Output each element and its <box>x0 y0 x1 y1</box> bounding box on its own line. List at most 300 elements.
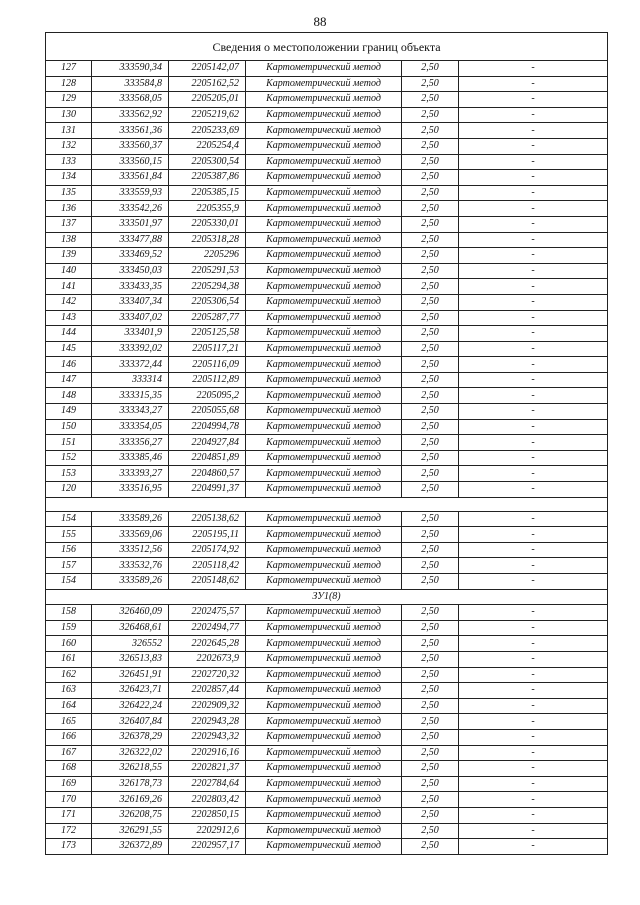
point-number-cell: 142 <box>46 294 92 310</box>
accuracy-cell: 2,50 <box>402 511 459 527</box>
point-number-cell: 144 <box>46 326 92 342</box>
table-row <box>46 636 608 652</box>
page-number: 88 <box>313 14 327 29</box>
y-coordinate-cell: 2202916,16 <box>169 745 246 761</box>
accuracy-cell: 2,50 <box>402 419 459 435</box>
table-row <box>46 761 608 777</box>
method-cell: Картометрический метод <box>246 620 402 636</box>
accuracy-cell: 2,50 <box>402 636 459 652</box>
description-cell: - <box>459 683 608 699</box>
description-cell: - <box>459 248 608 264</box>
table-row <box>46 61 608 77</box>
accuracy-cell: 2,50 <box>402 761 459 777</box>
description-cell: - <box>459 76 608 92</box>
x-coordinate-cell: 333561,84 <box>92 170 169 186</box>
x-coordinate-cell: 333532,76 <box>92 558 169 574</box>
table-row <box>46 388 608 404</box>
accuracy-cell: 2,50 <box>402 404 459 420</box>
accuracy-cell: 2,50 <box>402 435 459 451</box>
y-coordinate-cell: 2205055,68 <box>169 404 246 420</box>
point-number-cell: 173 <box>46 839 92 855</box>
accuracy-cell: 2,50 <box>402 76 459 92</box>
x-coordinate-cell: 333315,35 <box>92 388 169 404</box>
table-row <box>46 279 608 295</box>
y-coordinate-cell: 2202673,9 <box>169 651 246 667</box>
description-cell: - <box>459 636 608 652</box>
table-row <box>46 807 608 823</box>
y-coordinate-cell: 2205300,54 <box>169 154 246 170</box>
method-cell: Картометрический метод <box>246 482 402 498</box>
method-cell: Картометрический метод <box>246 450 402 466</box>
accuracy-cell: 2,50 <box>402 294 459 310</box>
x-coordinate-cell: 333542,26 <box>92 201 169 217</box>
point-number-cell: 129 <box>46 92 92 108</box>
point-number-cell: 151 <box>46 435 92 451</box>
method-cell: Картометрический метод <box>246 92 402 108</box>
accuracy-cell: 2,50 <box>402 92 459 108</box>
point-number-cell: 150 <box>46 419 92 435</box>
description-cell: - <box>459 776 608 792</box>
table-row <box>46 839 608 855</box>
description-cell: - <box>459 558 608 574</box>
point-number-cell: 148 <box>46 388 92 404</box>
x-coordinate-cell: 333569,06 <box>92 527 169 543</box>
point-number-cell: 168 <box>46 761 92 777</box>
method-cell: Картометрический метод <box>246 201 402 217</box>
description-cell: - <box>459 341 608 357</box>
point-number-cell: 167 <box>46 745 92 761</box>
point-number-cell: 152 <box>46 450 92 466</box>
accuracy-cell: 2,50 <box>402 542 459 558</box>
table-row <box>46 729 608 745</box>
table-row <box>46 698 608 714</box>
method-cell: Картометрический метод <box>246 154 402 170</box>
description-cell: - <box>459 651 608 667</box>
table-row <box>46 294 608 310</box>
point-number-cell: 149 <box>46 404 92 420</box>
x-coordinate-cell: 333561,36 <box>92 123 169 139</box>
x-coordinate-cell: 326460,09 <box>92 605 169 621</box>
method-cell: Картометрический метод <box>246 823 402 839</box>
x-coordinate-cell: 326552 <box>92 636 169 652</box>
method-cell: Картометрический метод <box>246 807 402 823</box>
table-row <box>46 357 608 373</box>
method-cell: Картометрический метод <box>246 138 402 154</box>
table-row <box>46 482 608 498</box>
y-coordinate-cell: 2202857,44 <box>169 683 246 699</box>
y-coordinate-cell: 2205330,01 <box>169 216 246 232</box>
y-coordinate-cell: 2202957,17 <box>169 839 246 855</box>
point-number-cell: 139 <box>46 248 92 264</box>
y-coordinate-cell: 2202475,57 <box>169 605 246 621</box>
y-coordinate-cell: 2202645,28 <box>169 636 246 652</box>
x-coordinate-cell: 333469,52 <box>92 248 169 264</box>
y-coordinate-cell: 2205219,62 <box>169 107 246 123</box>
description-cell: - <box>459 107 608 123</box>
table-row <box>46 745 608 761</box>
point-number-cell: 154 <box>46 511 92 527</box>
description-cell: - <box>459 450 608 466</box>
x-coordinate-cell: 326169,26 <box>92 792 169 808</box>
x-coordinate-cell: 326218,55 <box>92 761 169 777</box>
point-number-cell: 156 <box>46 542 92 558</box>
description-cell: - <box>459 372 608 388</box>
description-cell: - <box>459 232 608 248</box>
y-coordinate-cell: 2205095,2 <box>169 388 246 404</box>
x-coordinate-cell: 326451,91 <box>92 667 169 683</box>
description-cell: - <box>459 729 608 745</box>
accuracy-cell: 2,50 <box>402 792 459 808</box>
method-cell: Картометрический метод <box>246 326 402 342</box>
x-coordinate-cell: 326407,84 <box>92 714 169 730</box>
y-coordinate-cell: 2202803,42 <box>169 792 246 808</box>
method-cell: Картометрический метод <box>246 651 402 667</box>
description-cell: - <box>459 404 608 420</box>
x-coordinate-cell: 333590,34 <box>92 61 169 77</box>
table-row <box>46 466 608 482</box>
y-coordinate-cell: 2205195,11 <box>169 527 246 543</box>
point-number-cell: 170 <box>46 792 92 808</box>
table-row <box>46 107 608 123</box>
blank-separator-cell <box>46 497 608 511</box>
point-number-cell: 147 <box>46 372 92 388</box>
description-cell: - <box>459 61 608 77</box>
method-cell: Картометрический метод <box>246 341 402 357</box>
method-cell: Картометрический метод <box>246 123 402 139</box>
table-row <box>46 310 608 326</box>
table-row <box>46 450 608 466</box>
accuracy-cell: 2,50 <box>402 776 459 792</box>
accuracy-cell: 2,50 <box>402 745 459 761</box>
x-coordinate-cell: 333314 <box>92 372 169 388</box>
accuracy-cell: 2,50 <box>402 107 459 123</box>
point-number-cell: 154 <box>46 574 92 590</box>
y-coordinate-cell: 2205112,89 <box>169 372 246 388</box>
y-coordinate-cell: 2204991,37 <box>169 482 246 498</box>
x-coordinate-cell: 326322,02 <box>92 745 169 761</box>
y-coordinate-cell: 2202494,77 <box>169 620 246 636</box>
method-cell: Картометрический метод <box>246 683 402 699</box>
method-cell: Картометрический метод <box>246 404 402 420</box>
description-cell: - <box>459 761 608 777</box>
description-cell: - <box>459 527 608 543</box>
point-number-cell: 135 <box>46 185 92 201</box>
accuracy-cell: 2,50 <box>402 279 459 295</box>
table-row <box>46 620 608 636</box>
point-number-cell: 157 <box>46 558 92 574</box>
y-coordinate-cell: 2205118,42 <box>169 558 246 574</box>
description-cell: - <box>459 667 608 683</box>
table-row <box>46 232 608 248</box>
point-number-cell: 146 <box>46 357 92 373</box>
point-number-cell: 153 <box>46 466 92 482</box>
y-coordinate-cell: 2202784,64 <box>169 776 246 792</box>
table-row <box>46 216 608 232</box>
x-coordinate-cell: 333450,03 <box>92 263 169 279</box>
method-cell: Картометрический метод <box>246 388 402 404</box>
x-coordinate-cell: 333568,05 <box>92 92 169 108</box>
y-coordinate-cell: 2205291,53 <box>169 263 246 279</box>
method-cell: Картометрический метод <box>246 542 402 558</box>
point-number-cell: 134 <box>46 170 92 186</box>
point-number-cell: 171 <box>46 807 92 823</box>
y-coordinate-cell: 2205233,69 <box>169 123 246 139</box>
table-row <box>46 558 608 574</box>
accuracy-cell: 2,50 <box>402 807 459 823</box>
description-cell: - <box>459 419 608 435</box>
y-coordinate-cell: 2205162,52 <box>169 76 246 92</box>
description-cell: - <box>459 482 608 498</box>
method-cell: Картометрический метод <box>246 61 402 77</box>
description-cell: - <box>459 807 608 823</box>
y-coordinate-cell: 2205385,15 <box>169 185 246 201</box>
method-cell: Картометрический метод <box>246 372 402 388</box>
table-row <box>46 326 608 342</box>
x-coordinate-cell: 333559,93 <box>92 185 169 201</box>
point-number-cell: 145 <box>46 341 92 357</box>
table-row <box>46 170 608 186</box>
method-cell: Картометрический метод <box>246 558 402 574</box>
method-cell: Картометрический метод <box>246 636 402 652</box>
accuracy-cell: 2,50 <box>402 263 459 279</box>
x-coordinate-cell: 326178,73 <box>92 776 169 792</box>
accuracy-cell: 2,50 <box>402 341 459 357</box>
accuracy-cell: 2,50 <box>402 698 459 714</box>
y-coordinate-cell: 2205138,62 <box>169 511 246 527</box>
y-coordinate-cell: 2205318,28 <box>169 232 246 248</box>
method-cell: Картометрический метод <box>246 839 402 855</box>
description-cell: - <box>459 466 608 482</box>
method-cell: Картометрический метод <box>246 776 402 792</box>
point-number-cell: 137 <box>46 216 92 232</box>
y-coordinate-cell: 2202821,37 <box>169 761 246 777</box>
x-coordinate-cell: 326291,55 <box>92 823 169 839</box>
y-coordinate-cell: 2204851,89 <box>169 450 246 466</box>
accuracy-cell: 2,50 <box>402 482 459 498</box>
boundary-table <box>45 32 608 855</box>
description-cell: - <box>459 388 608 404</box>
table-row <box>46 419 608 435</box>
table-row <box>46 823 608 839</box>
point-number-cell: 163 <box>46 683 92 699</box>
description-cell: - <box>459 154 608 170</box>
x-coordinate-cell: 333385,46 <box>92 450 169 466</box>
table-row <box>46 776 608 792</box>
point-number-cell: 120 <box>46 482 92 498</box>
description-cell: - <box>459 123 608 139</box>
table-row <box>46 683 608 699</box>
x-coordinate-cell: 333343,27 <box>92 404 169 420</box>
method-cell: Картометрический метод <box>246 698 402 714</box>
description-cell: - <box>459 170 608 186</box>
method-cell: Картометрический метод <box>246 527 402 543</box>
table-row <box>46 527 608 543</box>
x-coordinate-cell: 333354,05 <box>92 419 169 435</box>
point-number-cell: 140 <box>46 263 92 279</box>
x-coordinate-cell: 333372,44 <box>92 357 169 373</box>
x-coordinate-cell: 333501,97 <box>92 216 169 232</box>
x-coordinate-cell: 326422,24 <box>92 698 169 714</box>
x-coordinate-cell: 333393,27 <box>92 466 169 482</box>
table-row <box>46 605 608 621</box>
accuracy-cell: 2,50 <box>402 138 459 154</box>
method-cell: Картометрический метод <box>246 357 402 373</box>
accuracy-cell: 2,50 <box>402 466 459 482</box>
method-cell: Картометрический метод <box>246 232 402 248</box>
description-cell: - <box>459 792 608 808</box>
method-cell: Картометрический метод <box>246 216 402 232</box>
table-row <box>46 404 608 420</box>
description-cell: - <box>459 216 608 232</box>
accuracy-cell: 2,50 <box>402 651 459 667</box>
accuracy-cell: 2,50 <box>402 388 459 404</box>
x-coordinate-cell: 326378,29 <box>92 729 169 745</box>
y-coordinate-cell: 2205116,09 <box>169 357 246 373</box>
blank-separator-row <box>46 497 608 511</box>
method-cell: Картометрический метод <box>246 667 402 683</box>
x-coordinate-cell: 333560,37 <box>92 138 169 154</box>
y-coordinate-cell: 2205306,54 <box>169 294 246 310</box>
accuracy-cell: 2,50 <box>402 450 459 466</box>
point-number-cell: 133 <box>46 154 92 170</box>
point-number-cell: 166 <box>46 729 92 745</box>
accuracy-cell: 2,50 <box>402 605 459 621</box>
method-cell: Картометрический метод <box>246 107 402 123</box>
x-coordinate-cell: 333560,15 <box>92 154 169 170</box>
description-cell: - <box>459 605 608 621</box>
accuracy-cell: 2,50 <box>402 310 459 326</box>
y-coordinate-cell: 2205355,9 <box>169 201 246 217</box>
description-cell: - <box>459 201 608 217</box>
accuracy-cell: 2,50 <box>402 714 459 730</box>
x-coordinate-cell: 333477,88 <box>92 232 169 248</box>
table-row <box>46 372 608 388</box>
accuracy-cell: 2,50 <box>402 823 459 839</box>
method-cell: Картометрический метод <box>246 466 402 482</box>
method-cell: Картометрический метод <box>246 263 402 279</box>
accuracy-cell: 2,50 <box>402 170 459 186</box>
accuracy-cell: 2,50 <box>402 185 459 201</box>
description-cell: - <box>459 185 608 201</box>
section-label: ЗУ1(8) <box>46 589 608 605</box>
y-coordinate-cell: 2205287,77 <box>169 310 246 326</box>
point-number-cell: 160 <box>46 636 92 652</box>
x-coordinate-cell: 333392,02 <box>92 341 169 357</box>
method-cell: Картометрический метод <box>246 714 402 730</box>
y-coordinate-cell: 2205117,21 <box>169 341 246 357</box>
table-row <box>46 154 608 170</box>
y-coordinate-cell: 2205296 <box>169 248 246 264</box>
accuracy-cell: 2,50 <box>402 61 459 77</box>
method-cell: Картометрический метод <box>246 761 402 777</box>
accuracy-cell: 2,50 <box>402 574 459 590</box>
description-cell: - <box>459 745 608 761</box>
point-number-cell: 130 <box>46 107 92 123</box>
accuracy-cell: 2,50 <box>402 154 459 170</box>
point-number-cell: 127 <box>46 61 92 77</box>
x-coordinate-cell: 333356,27 <box>92 435 169 451</box>
description-cell: - <box>459 263 608 279</box>
description-cell: - <box>459 435 608 451</box>
x-coordinate-cell: 333401,9 <box>92 326 169 342</box>
y-coordinate-cell: 2202909,32 <box>169 698 246 714</box>
y-coordinate-cell: 2202850,15 <box>169 807 246 823</box>
table-row <box>46 667 608 683</box>
table-row <box>46 651 608 667</box>
description-cell: - <box>459 326 608 342</box>
x-coordinate-cell: 333407,34 <box>92 294 169 310</box>
accuracy-cell: 2,50 <box>402 123 459 139</box>
table-row <box>46 138 608 154</box>
point-number-cell: 159 <box>46 620 92 636</box>
description-cell: - <box>459 823 608 839</box>
description-cell: - <box>459 698 608 714</box>
y-coordinate-cell: 2205254,4 <box>169 138 246 154</box>
method-cell: Картометрический метод <box>246 605 402 621</box>
method-cell: Картометрический метод <box>246 419 402 435</box>
y-coordinate-cell: 2205205,01 <box>169 92 246 108</box>
accuracy-cell: 2,50 <box>402 683 459 699</box>
y-coordinate-cell: 2204927,84 <box>169 435 246 451</box>
x-coordinate-cell: 333512,56 <box>92 542 169 558</box>
x-coordinate-cell: 326468,61 <box>92 620 169 636</box>
table-row <box>46 341 608 357</box>
method-cell: Картометрический метод <box>246 185 402 201</box>
accuracy-cell: 2,50 <box>402 729 459 745</box>
x-coordinate-cell: 326513,83 <box>92 651 169 667</box>
accuracy-cell: 2,50 <box>402 620 459 636</box>
boundary-table-body <box>46 33 608 855</box>
point-number-cell: 158 <box>46 605 92 621</box>
table-row <box>46 714 608 730</box>
table-row <box>46 435 608 451</box>
table-row <box>46 201 608 217</box>
point-number-cell: 165 <box>46 714 92 730</box>
y-coordinate-cell: 2202943,28 <box>169 714 246 730</box>
point-number-cell: 164 <box>46 698 92 714</box>
accuracy-cell: 2,50 <box>402 248 459 264</box>
point-number-cell: 141 <box>46 279 92 295</box>
point-number-cell: 169 <box>46 776 92 792</box>
y-coordinate-cell: 2205387,86 <box>169 170 246 186</box>
method-cell: Картометрический метод <box>246 511 402 527</box>
x-coordinate-cell: 333584,8 <box>92 76 169 92</box>
description-cell: - <box>459 574 608 590</box>
description-cell: - <box>459 542 608 558</box>
method-cell: Картометрический метод <box>246 729 402 745</box>
x-coordinate-cell: 333433,35 <box>92 279 169 295</box>
point-number-cell: 132 <box>46 138 92 154</box>
description-cell: - <box>459 357 608 373</box>
point-number-cell: 161 <box>46 651 92 667</box>
description-cell: - <box>459 279 608 295</box>
method-cell: Картометрический метод <box>246 792 402 808</box>
point-number-cell: 131 <box>46 123 92 139</box>
x-coordinate-cell: 333407,02 <box>92 310 169 326</box>
accuracy-cell: 2,50 <box>402 201 459 217</box>
table-row <box>46 263 608 279</box>
x-coordinate-cell: 333589,26 <box>92 574 169 590</box>
x-coordinate-cell: 333516,95 <box>92 482 169 498</box>
accuracy-cell: 2,50 <box>402 372 459 388</box>
table-title: Сведения о местоположении границ объекта <box>46 33 608 61</box>
table-row <box>46 542 608 558</box>
x-coordinate-cell: 326372,89 <box>92 839 169 855</box>
method-cell: Картометрический метод <box>246 310 402 326</box>
y-coordinate-cell: 2204994,78 <box>169 419 246 435</box>
method-cell: Картометрический метод <box>246 248 402 264</box>
accuracy-cell: 2,50 <box>402 527 459 543</box>
